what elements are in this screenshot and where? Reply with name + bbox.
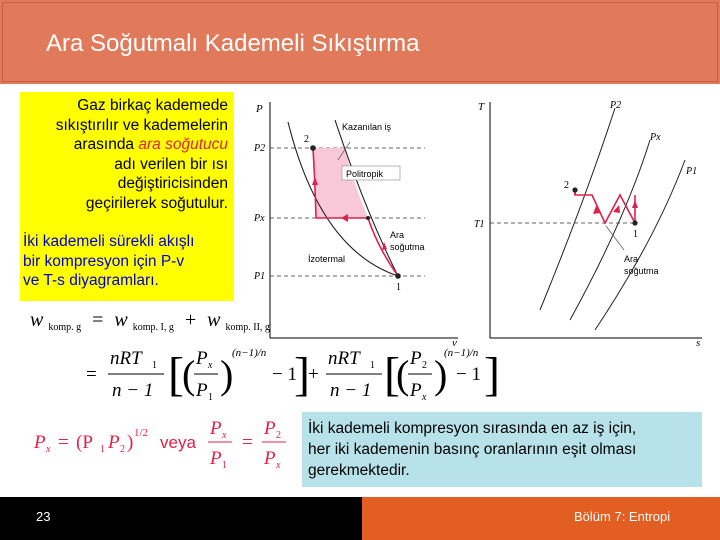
- eq-subscript: 1: [208, 392, 213, 403]
- pv-p1-label: P1: [254, 271, 266, 282]
- pv-point-2: [310, 145, 316, 151]
- eq-subscript: 2: [276, 430, 281, 441]
- eq-bracket: ]: [294, 348, 310, 401]
- ts-p1-label: P1: [686, 166, 698, 177]
- footer-right: [362, 497, 720, 540]
- ts-point-1-label: 1: [633, 229, 638, 240]
- eq-subscript: 1: [222, 460, 227, 471]
- footer-left: [0, 497, 362, 540]
- eq-bracket: [: [384, 348, 400, 401]
- eq-subscript: x: [222, 430, 227, 441]
- eq-paren: ): [434, 352, 448, 397]
- eq-bracket: [: [168, 348, 184, 401]
- eq-exponent: (n−1)/n: [232, 347, 267, 359]
- eq-subscript: komp. I, g: [132, 322, 174, 333]
- eq-or-word: veya: [160, 433, 196, 452]
- caption-line: bir kompresyon için P-v: [23, 252, 185, 270]
- eq-ratio-num: P: [210, 418, 222, 439]
- ts-intercooling-label-1: Ara: [624, 254, 639, 264]
- intercooling-description: [20, 96, 228, 213]
- pv-axis-v: v: [452, 337, 457, 349]
- ts-px-isobar: [570, 140, 650, 320]
- pv-axis-p: P: [256, 103, 263, 115]
- pv-intercooling-label-2: soğutma: [390, 242, 425, 252]
- eq-paren-close: ): [127, 432, 134, 453]
- eq-subscript: komp. g: [48, 322, 82, 333]
- eq-ratio-num: P: [196, 348, 208, 369]
- pv-intercooling-label-1: Ara: [390, 230, 405, 240]
- ts-point-2: [572, 187, 577, 192]
- title-bar: [0, 0, 720, 84]
- minimum-work-note: [308, 418, 696, 481]
- eq-bracket: ]: [484, 348, 500, 401]
- eq-part: [30, 309, 270, 335]
- pv-p2-label: P2: [254, 143, 266, 154]
- pv-point-mid: [366, 216, 370, 220]
- eq-ratio-num: P: [410, 348, 422, 369]
- eq-subscript: 1: [152, 360, 157, 371]
- page-number: 23: [36, 509, 51, 524]
- eq-symbol: w: [207, 309, 221, 331]
- eq-subscript: x: [276, 460, 281, 471]
- eq-operator: =: [86, 364, 97, 385]
- eq-subscript: x: [422, 392, 427, 403]
- expanded-work-equation: [80, 338, 500, 414]
- ts-axis-s: s: [696, 337, 701, 349]
- eq-numerator: nRT: [110, 348, 142, 369]
- eq-symbol: P: [34, 432, 46, 453]
- pv-polytropic-label: Politropik: [346, 169, 384, 179]
- ts-point-2-label: 2: [564, 180, 569, 191]
- ts-intercooling-label-2: soğutma: [624, 266, 659, 276]
- diagram-caption-box: [20, 227, 234, 301]
- note-line: İki kademeli kompresyon sırasında en az iş için,: [308, 420, 637, 437]
- eq-symbol: w: [30, 309, 44, 331]
- eq-ratio-num: P: [264, 418, 276, 439]
- diagram-caption: [23, 232, 194, 291]
- ts-axis-t: T: [478, 101, 485, 113]
- eq-symbol: P: [108, 432, 120, 453]
- note-line: gerekmektedir.: [308, 462, 410, 479]
- pv-point-1-label: 1: [396, 282, 401, 293]
- eq-denominator: n − 1: [112, 380, 154, 401]
- pv-point-1: [395, 273, 401, 279]
- intercooler-term: ara soğutucu: [138, 136, 228, 153]
- ts-px-label: Px: [650, 132, 661, 143]
- eq-exponent: 1/2: [134, 427, 149, 439]
- eq-subscript: 1: [370, 360, 375, 371]
- description-line: sıkıştırılır ve kademelerin: [55, 116, 228, 134]
- eq-ratio-den: P: [264, 448, 276, 469]
- eq-operator: +: [308, 364, 319, 385]
- eq-subscript: 2: [422, 360, 427, 371]
- work-sum-equation: [30, 300, 330, 340]
- slide-title: Ara Soğutmalı Kademeli Sıkıştırma: [46, 30, 420, 57]
- ts-t1-label: T1: [474, 219, 485, 230]
- eq-operator: − 1: [456, 364, 481, 385]
- ts-diagram: [474, 100, 702, 349]
- caption-line: İki kademeli sürekli akışlı: [23, 233, 195, 250]
- eq-paren: (: [182, 352, 196, 397]
- eq-operator: =: [242, 432, 253, 453]
- eq-operator: =: [58, 432, 69, 453]
- eq-subscript: 1: [100, 444, 105, 455]
- ts-p2-label: P2: [610, 100, 622, 111]
- minimum-work-note-box: [302, 412, 702, 487]
- eq-denominator: n − 1: [330, 380, 372, 401]
- chapter-label: Bölüm 7: Entropi: [574, 509, 671, 524]
- eq-paren: ): [220, 352, 234, 397]
- eq-operator: =: [92, 309, 104, 331]
- eq-subscript: 2: [120, 444, 125, 455]
- eq-subscript: komp. II, g: [225, 322, 270, 333]
- eq-numerator: nRT: [328, 348, 360, 369]
- ts-arrow-1: [632, 200, 638, 208]
- pv-saved-work-label: Kazanılan iş: [342, 122, 392, 132]
- eq-operator: − 1: [272, 364, 297, 385]
- pv-isothermal-label: İzotermal: [308, 254, 346, 264]
- eq-paren: (: [396, 352, 410, 397]
- eq-symbol: w: [114, 309, 128, 331]
- note-line: her iki kademenin basınç oranlarının eşit olması: [308, 441, 637, 458]
- description-line: adı verilen bir ısı: [114, 155, 228, 173]
- eq-ratio-den: P: [210, 448, 222, 469]
- description-line: Gaz birkaç kademede: [77, 97, 228, 114]
- eq-paren-open: (P: [76, 432, 93, 453]
- optimal-pressure-equation: [30, 412, 315, 474]
- description-line: [20, 135, 228, 155]
- eq-exponent: (n−1)/n: [444, 347, 479, 359]
- description-text: arasında: [73, 136, 139, 153]
- ts-p2-isobar: [540, 108, 615, 310]
- pv-point-2-label: 2: [304, 134, 309, 145]
- description-line: geçirilerek soğutulur.: [85, 194, 228, 212]
- description-line: değiştiricisinden: [117, 175, 228, 192]
- eq-subscript: x: [46, 444, 51, 455]
- ts-point-1: [632, 220, 637, 225]
- ts-process-path: [575, 190, 635, 223]
- eq-operator: +: [184, 309, 197, 331]
- pv-px-label: Px: [254, 213, 265, 224]
- eq-subscript: x: [208, 360, 213, 371]
- eq-ratio-den: P: [410, 380, 422, 401]
- intercooling-description-box: [20, 92, 234, 227]
- eq-ratio-den: P: [196, 380, 208, 401]
- caption-line: ve T-s diyagramları.: [23, 272, 159, 289]
